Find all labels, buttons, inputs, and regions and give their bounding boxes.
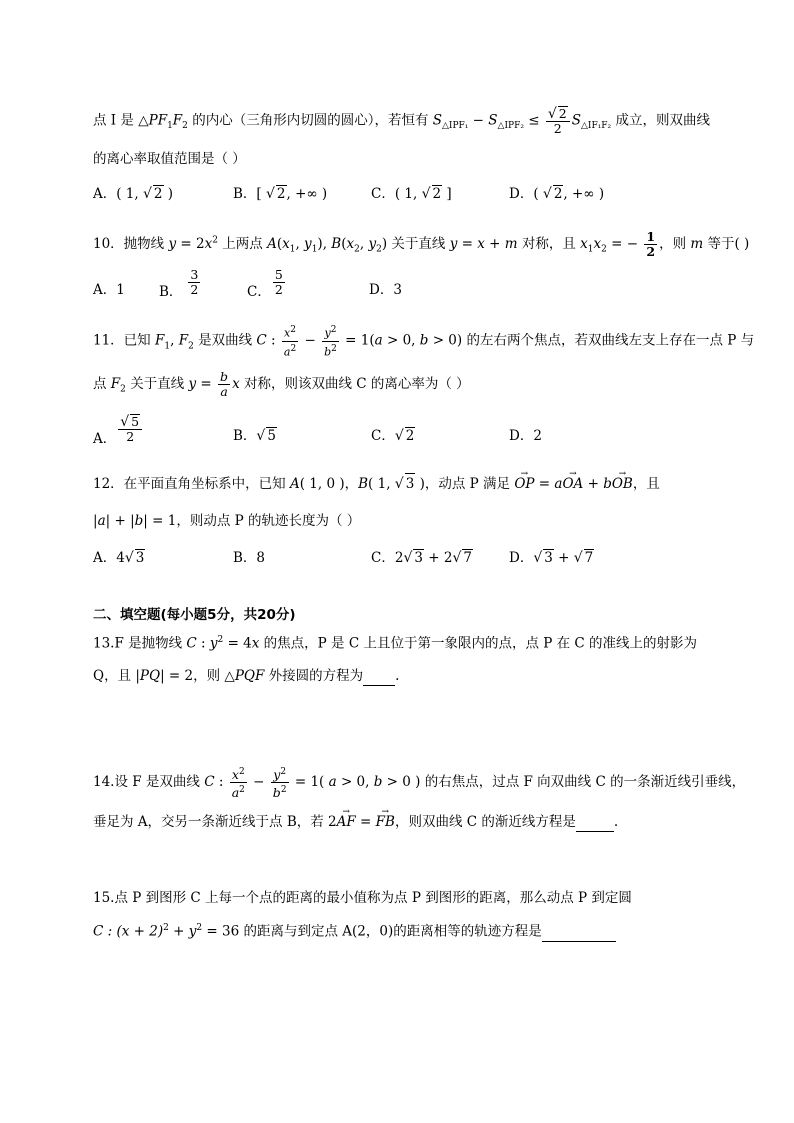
q15-line2: C : $(x + 2)^2 + y^2 = 36$ 的距离与到定点 A(2，0)的距离相等的轨迹方程是 <box>93 918 616 942</box>
q14-line1: 14.设 F 是双曲线 C : $\frac{x^2}{a^2}$ − $\frac{y^2}{b^2}$ = 1( a > 0, b > 0 ) 的右焦点，过点 F 向双曲线 C 的一条渐近线引垂线， <box>93 767 746 801</box>
q9-line2-text: 的离心率取值范围是（ ） <box>93 151 246 167</box>
q10-option-a: A．1 <box>93 282 125 298</box>
q10-option-d: D．3 <box>369 282 402 298</box>
q13-line2: Q，且 |PQ| = 2，则 △PQF 外接圆的方程为 . <box>93 668 400 684</box>
q9-fraction: $\frac{√ 2}{2}$ <box>546 106 570 136</box>
q14-line2: 垂足为 A，交另一条渐近线于点 B，若 2→ AF = → FB，则双曲线 C 的渐近线方程是 . <box>93 812 618 832</box>
q9-option-d: D．( √ 2, +∞ ) <box>509 186 605 202</box>
q9-line2 <box>93 149 246 169</box>
q9-option-b: B．[ √ 2, +∞ ) <box>233 186 328 202</box>
q12-option-a: A．4√ 3 <box>93 550 145 566</box>
q13-answer-blank[interactable] <box>363 685 395 686</box>
q11-option-a: A． $\frac{√ 5}{2}$ <box>93 414 144 444</box>
q13-line1: 13.F 是抛物线 C : $y^2 = 4x$ 的焦点，P 是 C 上且位于第一象限内的点，点 P 在 C 的准线上的射影为 <box>93 635 698 652</box>
q10-option-c: C． $\frac{5}{2}$ <box>247 267 283 300</box>
q9-text-b: PF <box>148 112 168 129</box>
q10-option-b: B． $\frac{3}{2}$ <box>159 267 199 300</box>
q9-option-c: C．( 1, √ 2 ] <box>371 186 452 202</box>
q12-line2: |a| + |b| = 1，则动点 P 的轨迹长度为（ ） <box>93 513 361 529</box>
q12-option-c: C．2√ 3 + 2√ 7 <box>371 550 472 566</box>
section-heading: 二、填空题(每小题5分，共20分) <box>93 607 296 623</box>
q14-answer-blank[interactable] <box>576 831 614 832</box>
q11-line2: 点 $F_2$ 关于直线 y = $\frac{b}{a}$ x 对称，则该双曲线 C 的离心率为（ ） <box>93 369 470 399</box>
q11-option-d: D．2 <box>509 428 542 444</box>
q12-option-b: B．8 <box>233 550 266 566</box>
q15-line1: 15.点 P 到图形 C 上每一个点的距离的最小值称为点 P 到图形的距离，那么动点 P 到定圆 <box>93 890 632 906</box>
q10-line1: 10．抛物线 $y = 2x^2$ 上两点 $A(x_1$, $y_1$), $B(x_2$, $y_2$) 关于直线 y = x + m 对称，且 $x_1x_2$ = − $\frac{1}{2}$ ，则 m 等于( ) <box>93 229 750 259</box>
q9-text-d: 的内心（三角形内切圆的圆心），若恒有 <box>187 112 433 129</box>
q11-option-c: C．√ 2 <box>371 428 415 444</box>
q12-option-d: D．√ 3 + √ 7 <box>509 550 594 566</box>
q9-text-a: 点 I 是 <box>93 112 139 129</box>
q9-text-c: F <box>172 112 183 129</box>
q11-line1: 11．已知 $F_1$, $F_2$ 是双曲线 C : $\frac{x^2}{a^2}$ − $\frac{y^2}{b^2}$ = 1(a > 0, b > 0) 的左右两个焦点，若双曲线左支上存在一点 P 与 <box>93 325 755 359</box>
q9-triangle: △ <box>138 112 149 129</box>
q9-line1: 点 I 是 $\triangle PF_1F_2$ 的内心（三角形内切圆的圆心），若恒有 $S_{\triangle IPF_1} - S_{\triangle IPF_2}$ ≤ $\frac{√ 2}{2}$ $S_{\triangle IF_1F_2}$ 成立，则双曲线 <box>93 106 710 136</box>
q12-line1: 12．在平面直角坐标系中，已知 A( 1, 0 )，B( 1, √ 3 )，动点 P 满足 → OP = a→ OA + b→ OB，且 <box>93 473 660 494</box>
q9-text-e: 成立，则双曲线 <box>611 112 710 129</box>
q11-option-b: B．√ 5 <box>233 428 276 444</box>
q15-answer-blank[interactable] <box>542 941 616 942</box>
q9-option-a: A．( 1, √ 2 ) <box>93 186 174 202</box>
